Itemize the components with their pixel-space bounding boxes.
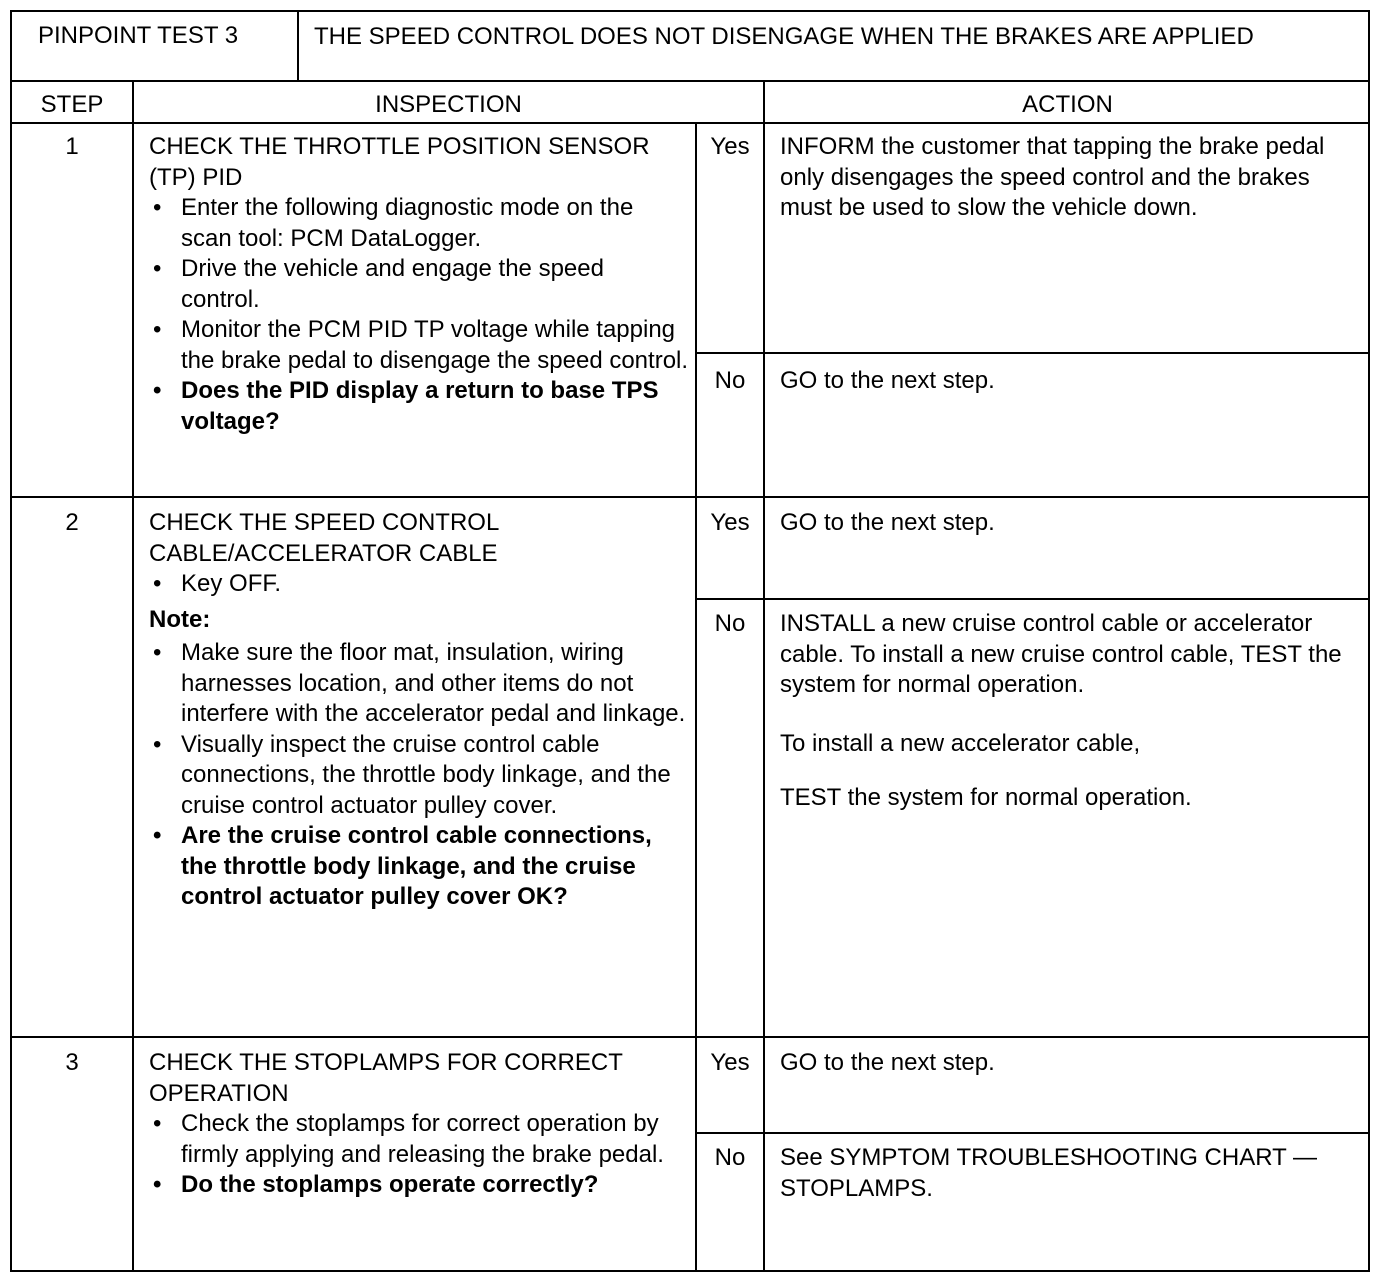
- inspection-bullet-list: [149, 1109, 689, 1201]
- step-2-divider: [10, 1036, 1370, 1038]
- inspection-heading: CHECK THE STOPLAMPS FOR CORRECT OPERATION: [149, 1049, 623, 1107]
- no-action: [780, 609, 1350, 814]
- inspection-cell: [149, 1048, 689, 1201]
- no-action-paragraph: INSTALL a new cruise control cable or accelerator cable. To install a new cruise control cable, TEST the system for normal operation.: [780, 610, 1342, 698]
- no-label: No: [714, 610, 746, 637]
- step-number: 3: [65, 1049, 79, 1076]
- step-3-yes-no-divider: [696, 1132, 1370, 1134]
- no-label: No: [714, 367, 746, 394]
- inspection-bullet-list: [149, 569, 689, 600]
- step-1-yes-no-divider: [696, 352, 1370, 354]
- step-1-divider: [10, 496, 1370, 498]
- header-title-divider: [297, 10, 299, 82]
- inspection-bullet-list: [149, 638, 689, 913]
- no-action-paragraph: TEST the system for normal operation.: [780, 784, 1192, 811]
- column-header-action: ACTION: [1022, 91, 1113, 118]
- no-action-paragraph: To install a new accelerator cable,: [780, 729, 1141, 757]
- step-column-divider: [132, 80, 134, 1272]
- step-number: 1: [65, 133, 79, 160]
- column-header-step: STEP: [40, 91, 104, 118]
- inspection-heading: CHECK THE SPEED CONTROL CABLE/ACCELERATOR CABLE: [149, 509, 499, 567]
- inspection-bullet: • Make sure the floor mat, insulation, wiring harnesses location, and other items do not interfere with the accelerator pedal and linkage.: [149, 638, 689, 730]
- inspection-bullet-list: [149, 193, 689, 437]
- action-column-divider: [763, 80, 765, 1272]
- yes-action: GO to the next step.: [780, 509, 995, 536]
- note-label: Note:: [149, 605, 211, 633]
- no-action: See SYMPTOM TROUBLESHOOTING CHART — STOPLAMPS.: [780, 1144, 1317, 1202]
- inspection-bullet: • Monitor the PCM PID TP voltage while tapping the brake pedal to disengage the speed control.: [149, 315, 689, 376]
- step-2-yes-no-divider: [696, 598, 1370, 600]
- inspection-cell: [149, 132, 689, 437]
- test-label: PINPOINT TEST 3: [38, 22, 239, 49]
- step-number: 2: [65, 509, 79, 536]
- yes-label: Yes: [710, 133, 750, 160]
- inspection-bullet: • Key OFF.: [149, 569, 689, 600]
- yes-action: GO to the next step.: [780, 1049, 995, 1076]
- inspection-cell: [149, 508, 689, 913]
- answer-column-divider: [695, 122, 697, 1272]
- inspection-heading: CHECK THE THROTTLE POSITION SENSOR (TP) PID: [149, 133, 650, 191]
- inspection-bullet: • Check the stoplamps for correct operation by firmly applying and releasing the brake pedal.: [149, 1109, 689, 1170]
- column-header-inspection: INSPECTION: [375, 91, 522, 118]
- inspection-bullet: • Drive the vehicle and engage the speed control.: [149, 254, 689, 315]
- inspection-question: • Are the cruise control cable connections, the throttle body linkage, and the cruise control actuator pulley cover OK?: [149, 821, 689, 913]
- inspection-question: • Does the PID display a return to base TPS voltage?: [149, 376, 689, 437]
- yes-action: INFORM the customer that tapping the brake pedal only disengages the speed control and the brakes must be used to slow the vehicle down.: [780, 133, 1325, 221]
- column-header-divider: [10, 122, 1370, 124]
- yes-label: Yes: [710, 509, 750, 536]
- yes-label: Yes: [710, 1049, 750, 1076]
- no-action: GO to the next step.: [780, 367, 995, 394]
- header-divider: [10, 80, 1370, 82]
- inspection-bullet: • Enter the following diagnostic mode on the scan tool: PCM DataLogger.: [149, 193, 689, 254]
- inspection-bullet: • Visually inspect the cruise control cable connections, the throttle body linkage, and the cruise control actuator pulley cover.: [149, 730, 689, 822]
- test-title: THE SPEED CONTROL DOES NOT DISENGAGE WHEN THE BRAKES ARE APPLIED: [314, 23, 1254, 50]
- no-label: No: [714, 1144, 746, 1171]
- inspection-question: • Do the stoplamps operate correctly?: [149, 1170, 689, 1201]
